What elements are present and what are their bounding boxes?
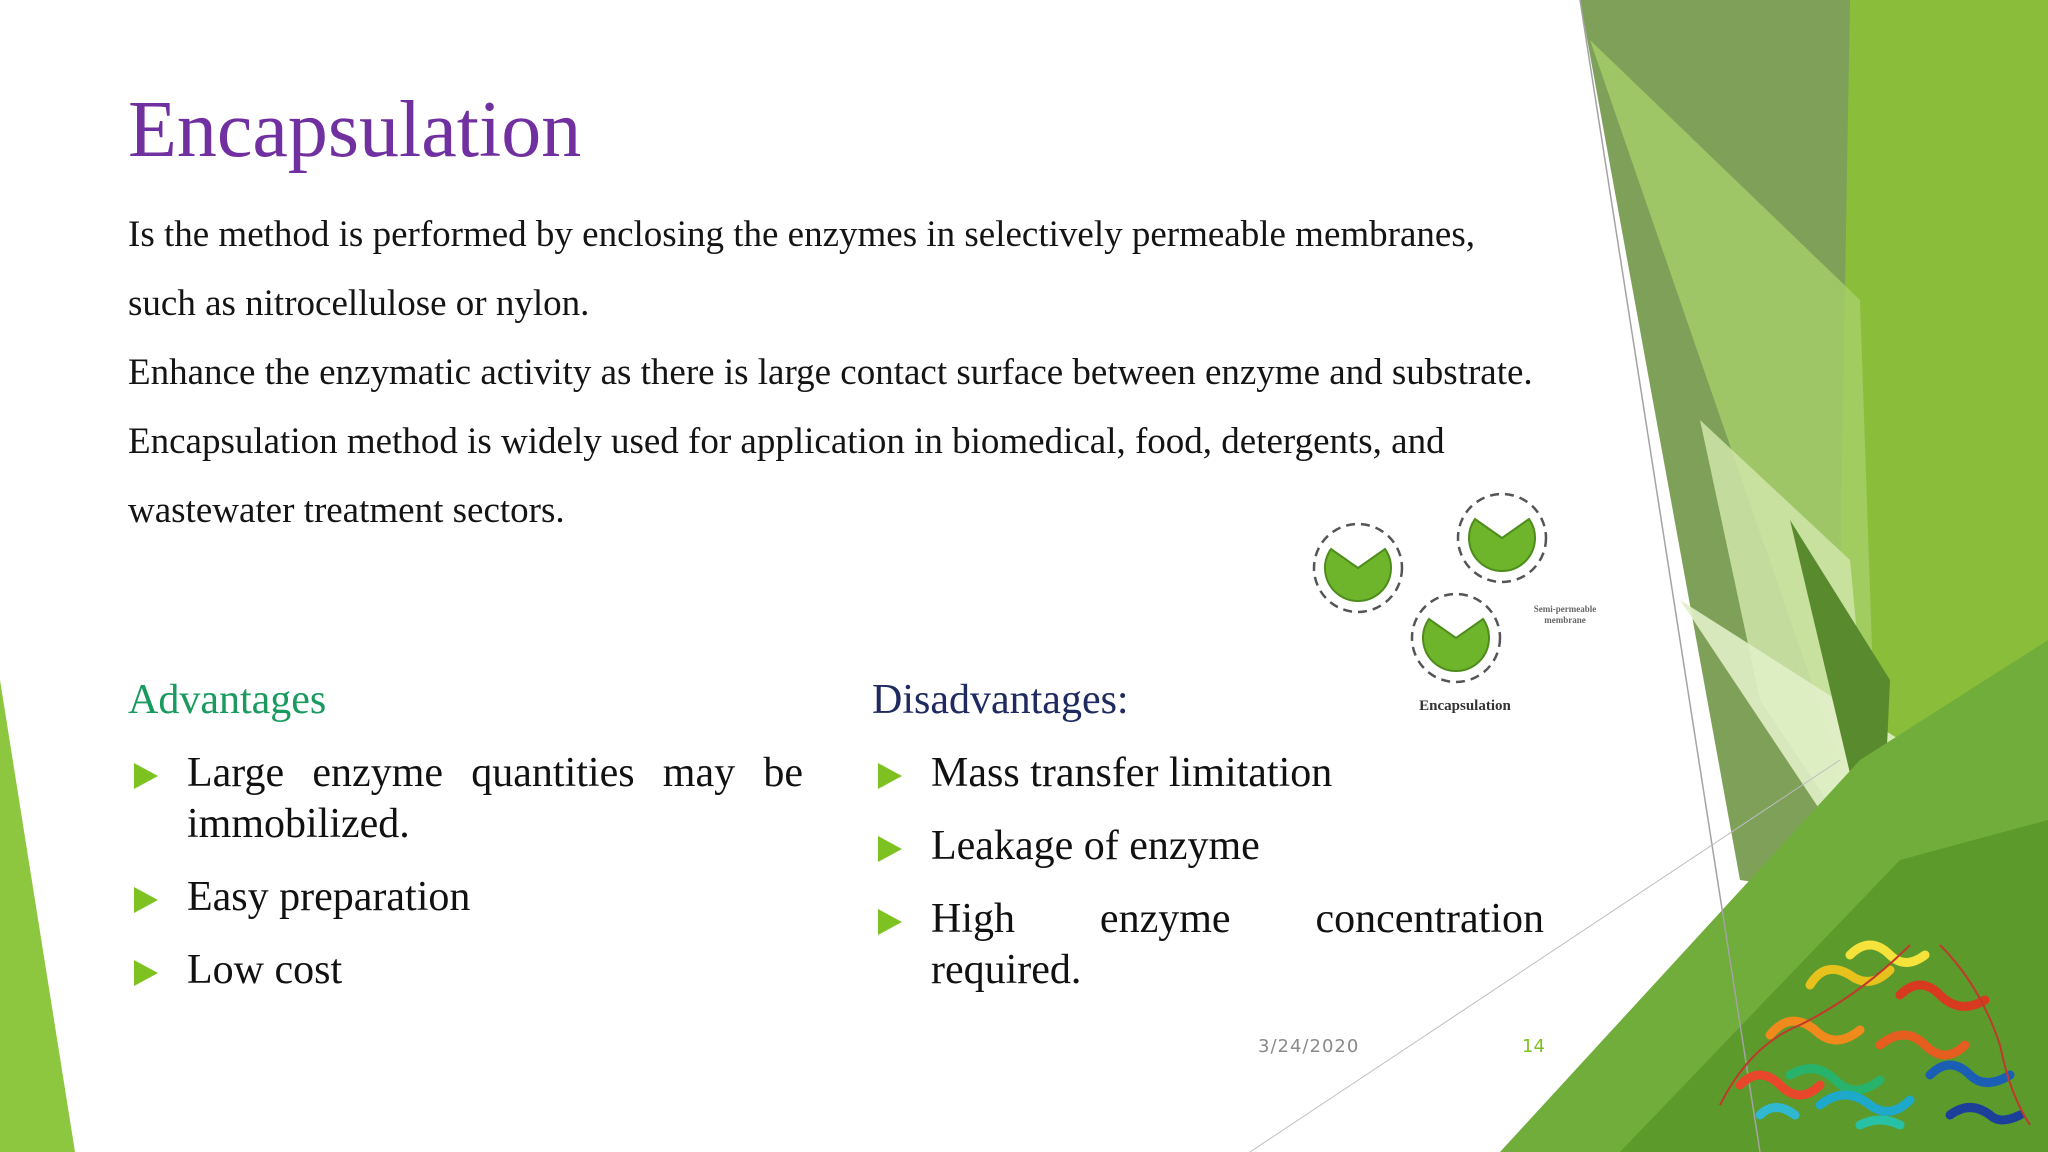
list-item: [128, 945, 803, 996]
list-item-text: Leakage of enzyme: [931, 823, 1260, 869]
triangle-bullet-icon: [878, 763, 902, 789]
advantages-list: [128, 748, 803, 1018]
list-item: [128, 872, 803, 923]
intro-paragraph: Enhance the enzymatic activity as there is large contact surface between enzyme and substrate. Encapsulation method is widely used for application in biomedical, food, detergents, and wastewater treatment sectors.: [128, 352, 1533, 531]
figure-caption: Encapsulation: [1419, 698, 1511, 714]
enzyme-capsule: [1412, 594, 1500, 682]
membrane-label: Semi-permeable membrane: [1533, 604, 1597, 625]
enzyme-capsule: [1314, 524, 1402, 612]
list-item-text: Large enzyme quantities may be immobilized.: [187, 750, 803, 847]
list-item-text: Easy preparation: [187, 874, 471, 920]
enzyme-capsule: [1458, 494, 1546, 582]
triangle-bullet-icon: [878, 836, 902, 862]
list-item: [872, 748, 1544, 799]
triangle-bullet-icon: [134, 960, 158, 986]
triangle-bullet-icon: [134, 763, 158, 789]
list-item-text: High enzyme concentration required.: [931, 896, 1544, 993]
list-item-text: Low cost: [187, 947, 343, 993]
list-item: [128, 748, 803, 850]
triangle-bullet-icon: [878, 909, 902, 935]
intro-paragraph: Is the method is performed by enclosing the enzymes in selectively permeable membranes, such as nitrocellulose or nylon.: [128, 214, 1475, 324]
slide-title: Encapsulation: [128, 86, 582, 174]
protein-structure-image: [1700, 915, 2040, 1145]
triangle-bullet-icon: [134, 887, 158, 913]
page-number: 14: [1522, 1036, 1545, 1057]
disadvantages-heading: Disadvantages:: [872, 677, 1129, 723]
list-item: [872, 821, 1544, 872]
disadvantages-list: [872, 748, 1544, 1018]
advantages-heading: Advantages: [128, 677, 327, 723]
footer-date: 3/24/2020: [1258, 1036, 1360, 1057]
list-item: [872, 894, 1544, 996]
list-item-text: Mass transfer limitation: [931, 750, 1333, 796]
